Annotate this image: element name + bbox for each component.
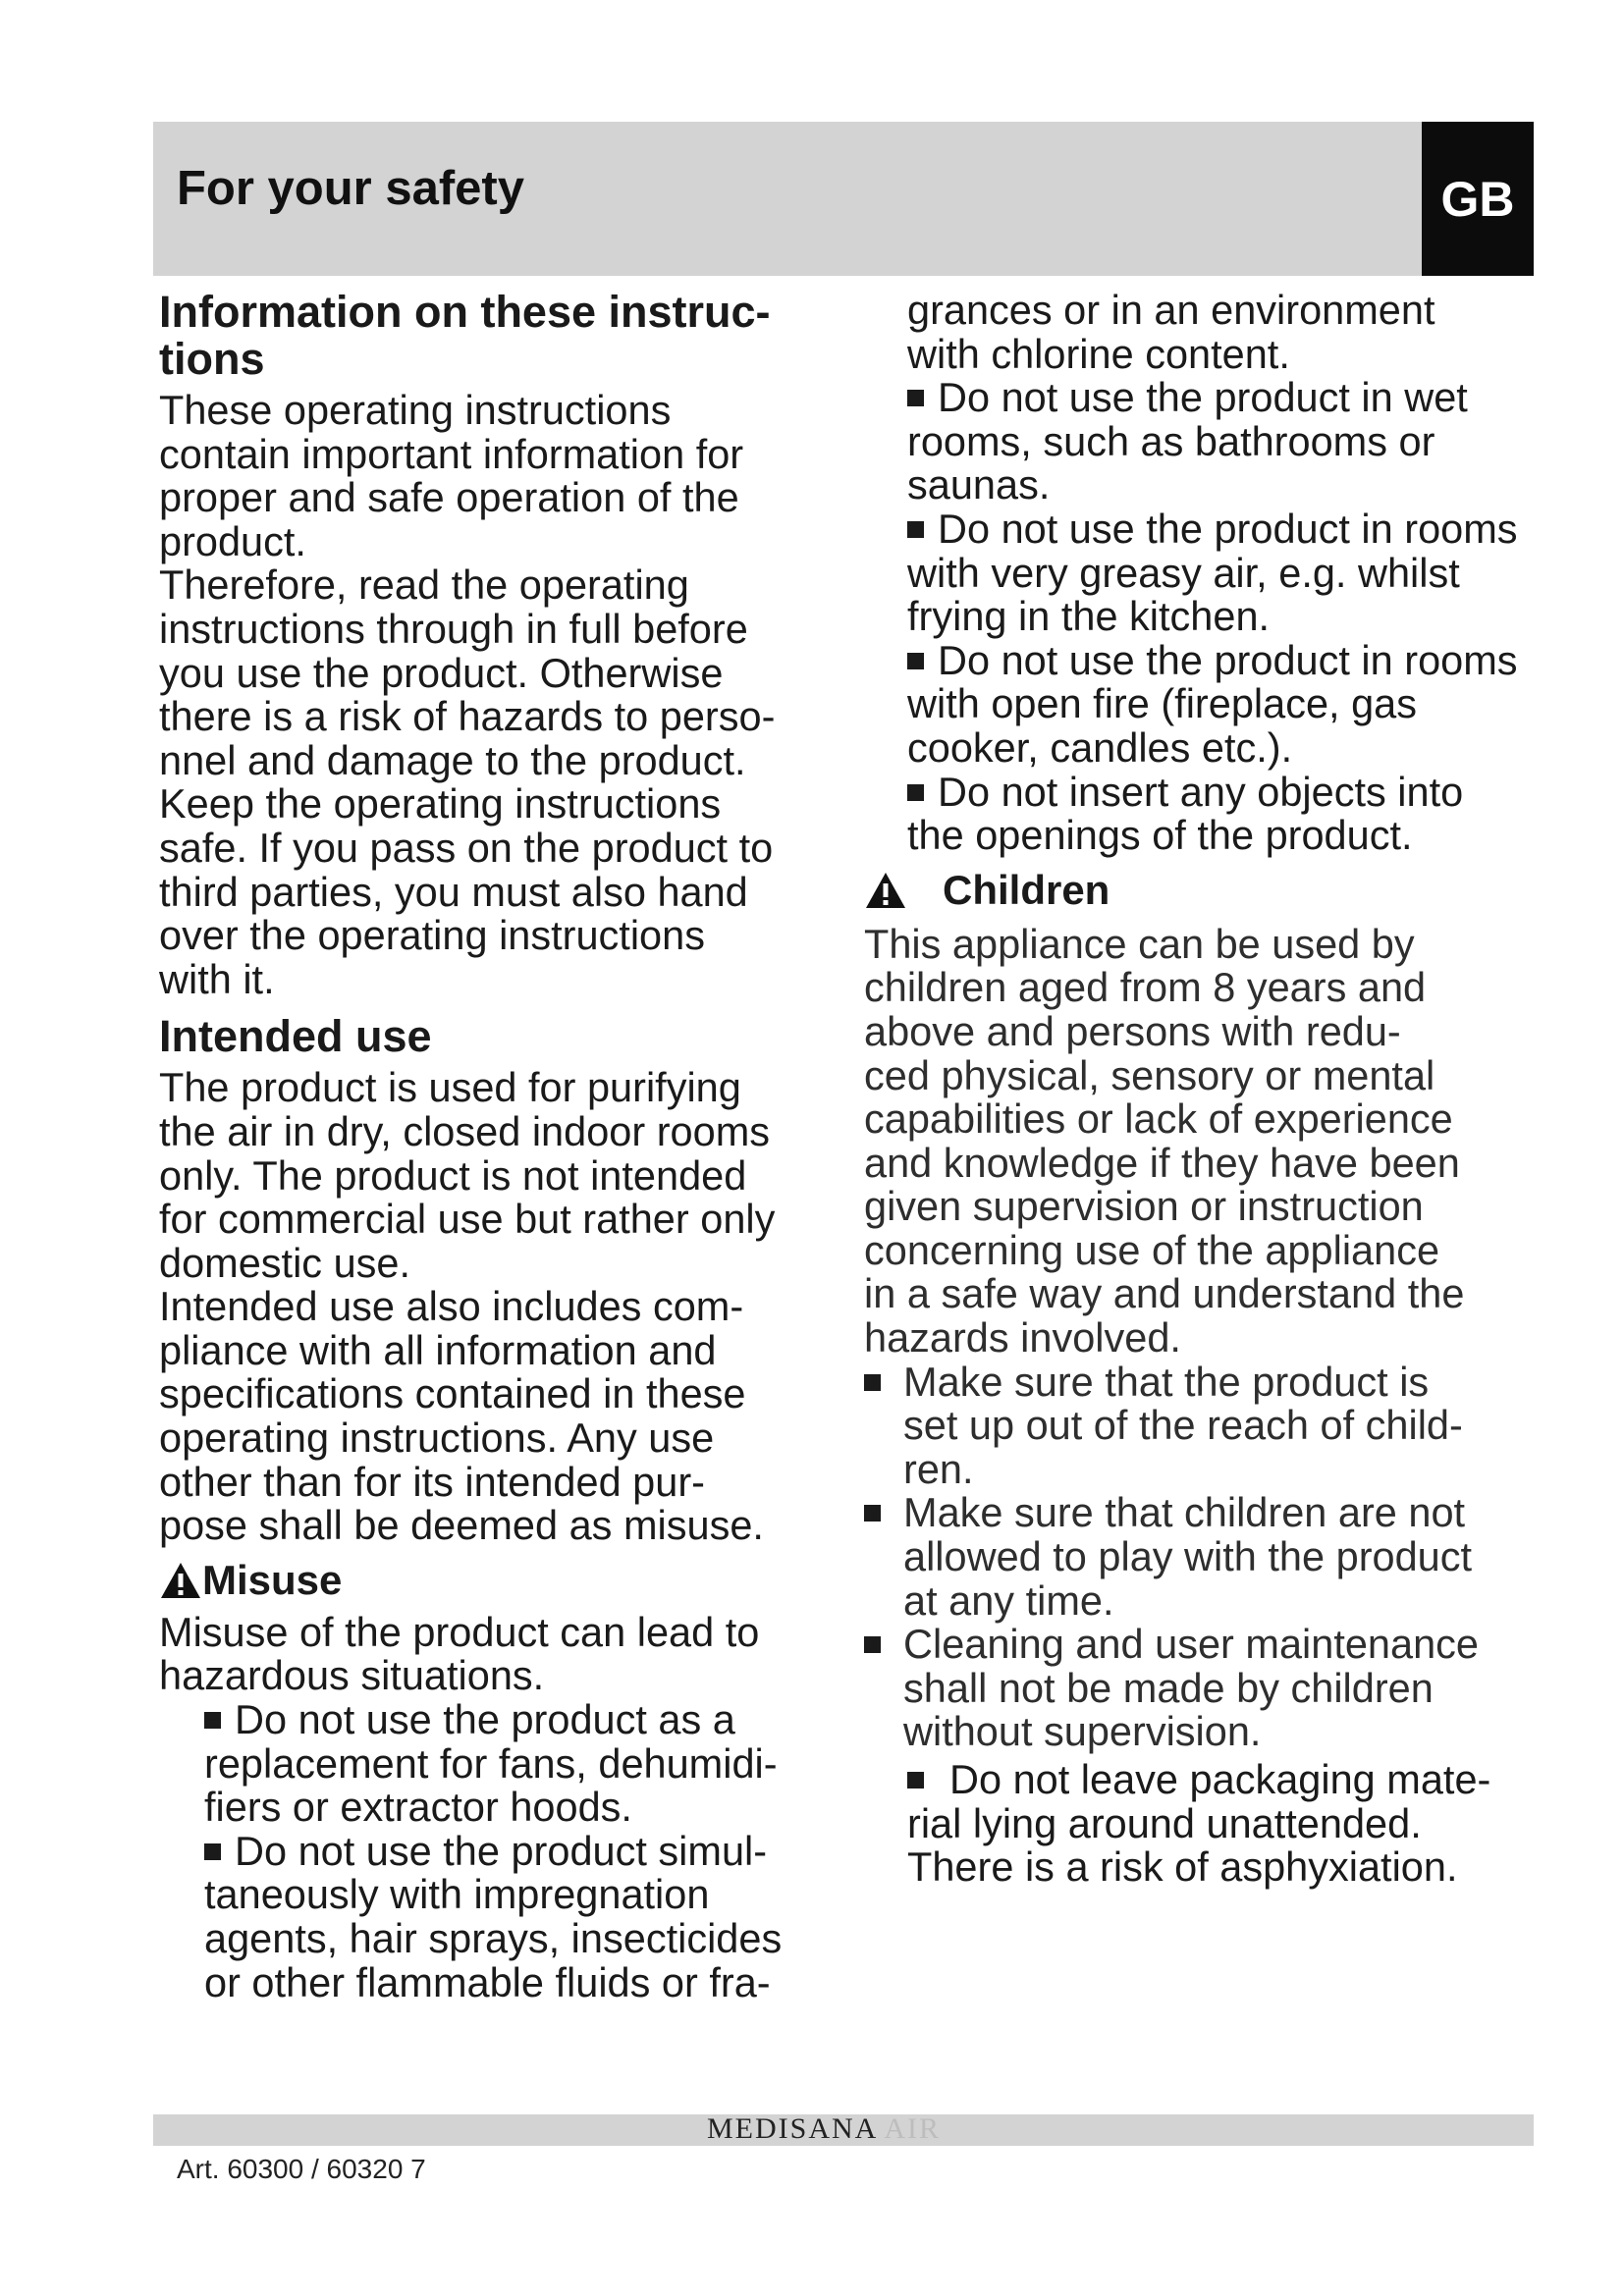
bullet-icon <box>907 390 924 406</box>
bullet-icon <box>907 784 924 801</box>
children-heading: Children <box>864 868 1571 913</box>
misuse-bullet: Do not use the product as a replacement for fans, dehumidi- fiers or extractor hoods. <box>204 1696 778 1831</box>
intended-use-heading: Intended use <box>159 1011 432 1062</box>
warning-icon <box>159 1561 202 1600</box>
continued-text: grances or in an environment with chlorine content. <box>907 287 1435 377</box>
bullet-icon <box>864 1374 881 1391</box>
bullet-icon <box>864 1636 881 1653</box>
misuse-bullet: Do not use the product in rooms with open fire (fireplace, gas cooker, candles etc.). <box>907 636 1518 771</box>
children-bullet: Make sure that the product is set up out of the reach of child- ren. <box>864 1361 1571 1492</box>
misuse-bullet: Do not use the product in rooms with very greasy air, e.g. whilst frying in the kitchen. <box>907 505 1518 640</box>
children-paragraph: This appliance can be used by children aged from 8 years and above and persons with redu- ced physical, sensory or mental capabilities or lack of experience and knowledge if they have been given supervision or instruction concerning use of the appliance in a safe way and understand the hazards involved. <box>864 920 1465 1362</box>
children-bullet: Make sure that children are not allowed to play with the product at any time. <box>864 1491 1571 1623</box>
misuse-bullet: Do not use the product in wet rooms, such as bathrooms or saunas. <box>907 374 1468 508</box>
packaging-bullet: Do not leave packaging mate- rial lying around unattended. There is a risk of asphyxiation. <box>907 1756 1491 1891</box>
info-heading: Information on these instruc- tions <box>159 287 771 384</box>
bullet-icon <box>907 653 924 669</box>
info-paragraph: These operating instructions contain important information for proper and safe operation of the product. Therefore, read the operating instructions through in full before you use the product. Otherwise there is a risk of hazards to perso- nnel and damage to the product. Keep the operating instructions safe. If you pass on the product to third parties, you must also hand over the operating instructions with it. <box>159 387 776 1002</box>
bullet-icon <box>204 1843 221 1860</box>
misuse-bullet: Do not insert any objects into the openings of the product. <box>907 768 1464 859</box>
misuse-paragraph: Misuse of the product can lead to hazardous situations. <box>159 1608 760 1699</box>
misuse-heading: Misuse <box>159 1558 837 1603</box>
bullet-icon <box>204 1712 221 1729</box>
brand-logo: MEDISANA AIR <box>707 2112 942 2145</box>
children-bullet: Cleaning and user maintenance shall not be made by children without supervision. <box>864 1623 1571 1754</box>
bullet-icon <box>907 521 924 538</box>
bullet-icon <box>864 1505 881 1522</box>
warning-icon <box>864 871 907 910</box>
page-title: For your safety <box>177 162 524 215</box>
intended-use-paragraph: The product is used for purifying the air in dry, closed indoor rooms only. The product is not intended for commercial use but rather only domestic use. Intended use also includes com- pliance with all information and specifications contained in these operating instructions. Any use other than for its intended pur- pose shall be deemed as misuse. <box>159 1064 776 1549</box>
article-number: Art. 60300 / 60320 7 <box>177 2154 426 2184</box>
left-column <box>159 289 837 2004</box>
misuse-bullet: Do not use the product simul- taneously with impregnation agents, hair sprays, insecticides or other flammable fluids or fra- <box>204 1827 783 2005</box>
right-column <box>864 289 1571 1890</box>
bullet-icon <box>907 1772 924 1789</box>
language-badge: GB <box>1422 122 1534 276</box>
